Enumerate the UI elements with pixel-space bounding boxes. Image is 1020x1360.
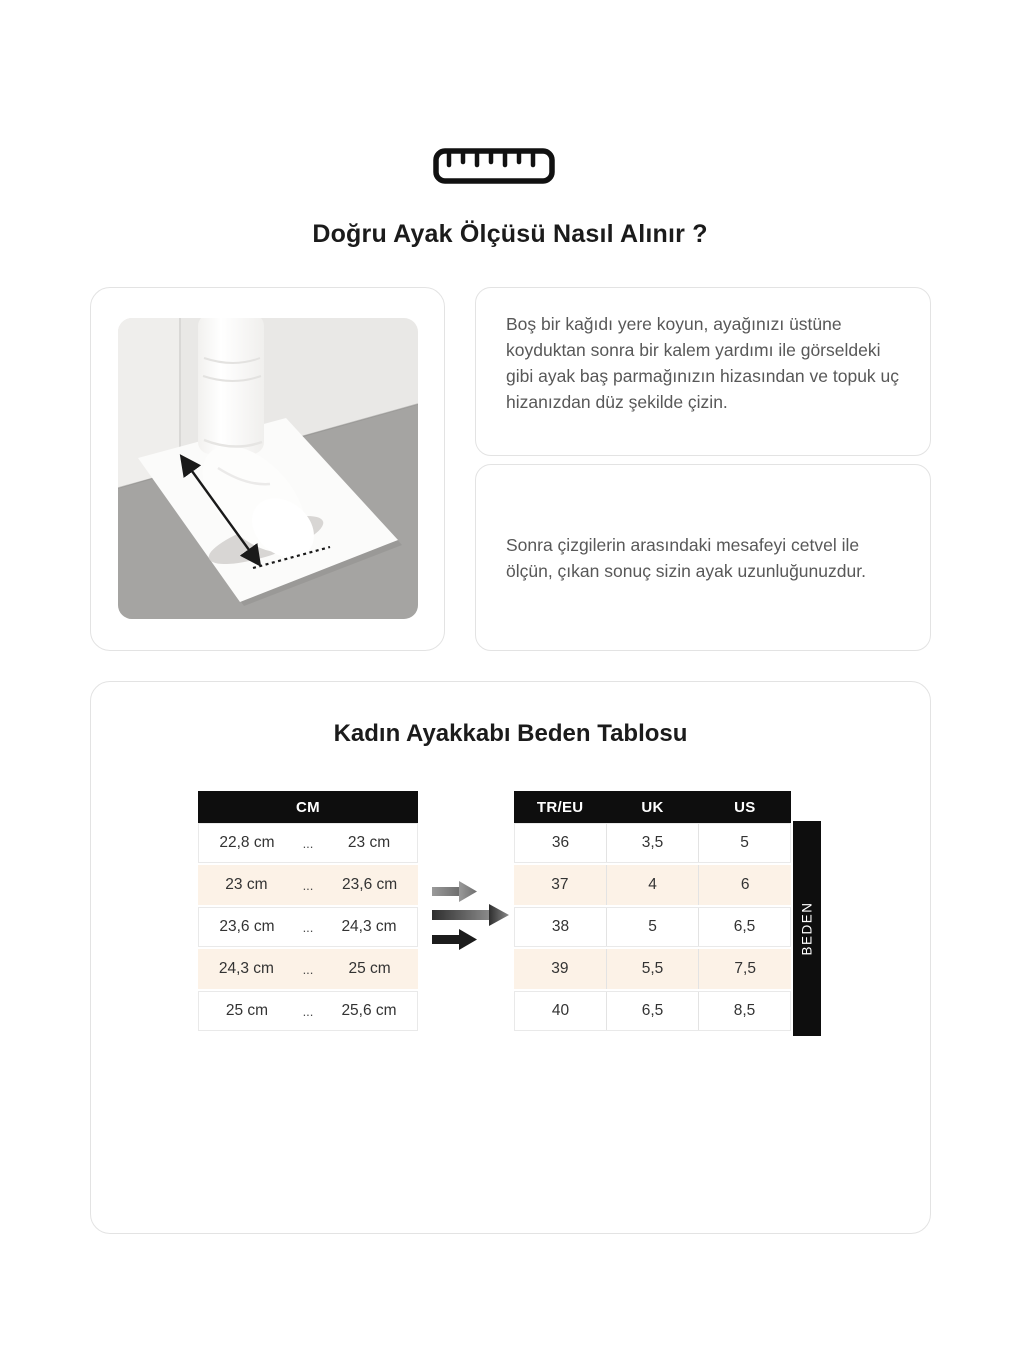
cm-table-row (198, 823, 418, 863)
uk-size: 5 (606, 908, 698, 946)
us-size: 6 (698, 865, 791, 905)
col-header-us: US (734, 798, 756, 816)
cm-max: 23,6 cm (342, 876, 398, 893)
cm-table-header: CM (198, 791, 418, 823)
tr-eu-size: 38 (551, 918, 570, 935)
cm-max: 24,3 cm (341, 918, 397, 935)
cm-table (198, 791, 418, 1033)
us-size: 6,5 (698, 908, 790, 946)
instruction-card-step2 (475, 464, 931, 651)
size-table-row (514, 865, 791, 905)
size-table (514, 791, 791, 1033)
cm-min: 25 cm (225, 1002, 269, 1019)
cm-max: 23 cm (347, 834, 391, 851)
uk-size: 3,5 (606, 824, 698, 862)
tr-eu-size: 37 (551, 876, 569, 893)
us-size: 7,5 (698, 949, 791, 989)
beden-label: BEDEN (799, 901, 815, 956)
range-separator: ... (302, 835, 314, 851)
uk-size: 5,5 (606, 949, 699, 989)
range-separator: ... (302, 877, 314, 893)
cm-min: 24,3 cm (218, 960, 274, 977)
triple-arrow-right-icon (429, 879, 513, 951)
beden-side-bar (793, 821, 821, 1036)
size-chart-title: Kadın Ayakkabı Beden Tablosu (333, 720, 688, 747)
size-table-header (514, 791, 791, 823)
foot-measurement-card (90, 287, 445, 651)
us-size: 5 (698, 824, 790, 862)
tr-eu-size: 39 (551, 960, 569, 977)
cm-min: 22,8 cm (219, 834, 275, 851)
cm-table-row (198, 907, 418, 947)
instruction-card-step1 (475, 287, 931, 456)
cm-table-row (198, 865, 418, 905)
range-separator: ... (302, 961, 314, 977)
cm-table-row (198, 991, 418, 1031)
cm-max: 25 cm (348, 960, 391, 977)
size-table-row (514, 949, 791, 989)
page-title: Doğru Ayak Ölçüsü Nasıl Alınır ? (312, 220, 708, 248)
size-table-row (514, 907, 791, 947)
size-table-row (514, 823, 791, 863)
ruler-icon (433, 148, 555, 184)
uk-size: 6,5 (606, 992, 698, 1030)
cm-table-row (198, 949, 418, 989)
size-table-row (514, 991, 791, 1031)
tr-eu-size: 36 (551, 834, 570, 851)
cm-min: 23 cm (225, 876, 268, 893)
col-header-uk: UK (641, 798, 664, 816)
range-separator: ... (302, 1003, 314, 1019)
size-chart-card (90, 681, 931, 1234)
col-header-tr-eu: TR/EU (536, 798, 584, 816)
tr-eu-size: 40 (551, 1002, 570, 1019)
cm-min: 23,6 cm (219, 918, 275, 935)
instruction-step2-text: Sonra çizgilerin arasındaki mesafeyi cetvel ile ölçün, çıkan sonuç sizin ayak uzunluğunuzdur. (506, 534, 866, 581)
instruction-step1-text: Boş bir kağıdı yere koyun, ayağınızı üstüne koyduktan sonra bir kalem yardımı ile görseldeki gibi ayak baş parmağınızın hizasından ve topuk uç hizanızdan düz şekilde çizin. (506, 314, 900, 412)
range-separator: ... (302, 919, 314, 935)
uk-size: 4 (606, 865, 699, 905)
cm-max: 25,6 cm (341, 1002, 397, 1019)
us-size: 8,5 (698, 992, 790, 1030)
foot-measurement-photo (118, 318, 418, 619)
